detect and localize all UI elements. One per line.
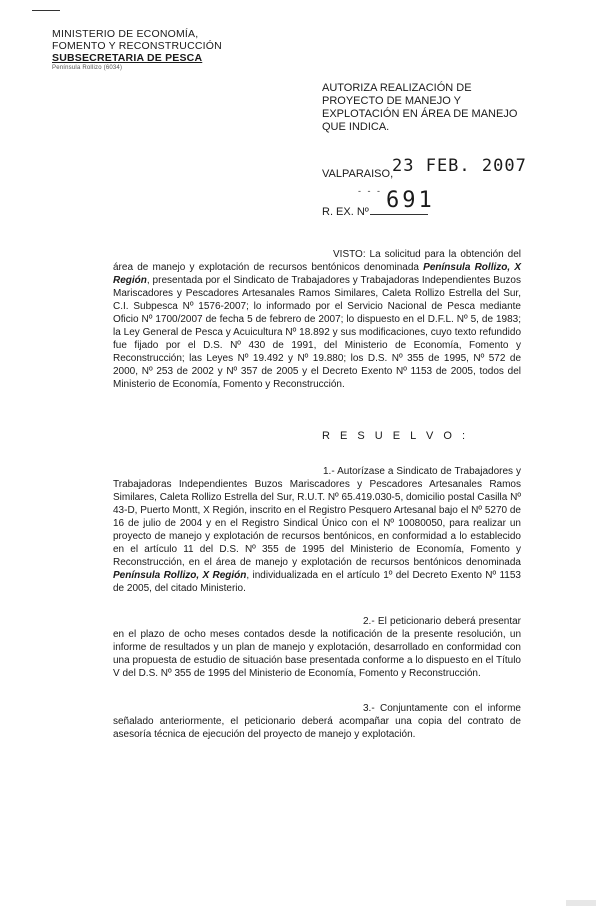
- stamp-marks: - - -: [358, 186, 382, 196]
- item-1-text-b: , individualizada en el artículo 1º del Decreto Exento Nº 1153 de 2005, del citado Ministerio.: [113, 570, 521, 594]
- place-label: VALPARAISO,: [322, 168, 394, 180]
- margin-dash-mark: [32, 10, 60, 11]
- item-3-lead: 3.- Conjuntamente con el informe: [363, 703, 521, 714]
- summary-line-2: PROYECTO DE MANEJO Y: [322, 95, 461, 107]
- item-1-lead: 1.- Autorízase a Sindicato de: [323, 466, 452, 477]
- ministry-name-line-1: MINISTERIO DE ECONOMÍA,: [52, 28, 199, 40]
- scan-artifact: [566, 900, 596, 906]
- summary-line-3: EXPLOTACIÓN EN ÁREA DE MANEJO: [322, 108, 518, 120]
- file-reference: Península Rollizo (6034): [52, 65, 123, 71]
- item-2-text: plazo de ocho meses contados desde la notificación de la presente resolución, un informe de resultados y un plan de manejo y explotación, desarrollado en conformidad con una propuesta de estudio de situación base presentada conforme a lo dispuesto en el Título V del D.S. Nº 355 de 1995 del Ministerio de Economía, Fomento y Reconstrucción.: [113, 629, 522, 679]
- visto-text-b: , presentada por el Sindicato de Trabajadores y Trabajadoras Independientes Buzos Mariscadores y Pescadores Artesanales Ramos Similares, Caleta Rollizo Estrella del Sur, C.I. Subpesca Nº 1576-2007; lo informado por el Servicio Nacional de Pesca mediante Oficio Nº 1700/2007 de fecha 5 de febrero de 2007; lo dispuesto en el D.F.L. Nº 5, de 1983; la Ley General de Pesca y Acuicultura Nº 18.892 y sus modificaciones, cuyo texto refundido fue fijado por el D.S. Nº 430 de 1991, del Ministerio de Economía, Fomento y Reconstrucción; las Leyes Nº 19.492 y Nº 19.880; los D.S. Nº 355 de 1995, Nº 572 de 2000, Nº 253 de 2002 y Nº 357 de 2005 y el Decreto Exento Nº 1153 de 2005, todos del Ministerio de Economía, Fomento y Reconstrucción.: [113, 275, 521, 390]
- subsecretaria-name: SUBSECRETARIA DE PESCA: [52, 52, 203, 64]
- resolution-number-label: R. EX. Nº: [322, 206, 369, 218]
- summary-line-1: AUTORIZA REALIZACIÓN DE: [322, 82, 472, 94]
- item-1-text-a: Trabajadores y Trabajadoras Independientes Buzos Mariscadores y Pescadores Artesanales Ramos Similares, Caleta Rollizo Estrella del Sur, R.U.T. Nº 65.419.030-5, domicilio postal Casilla Nº 43-D, Puerto Montt, X Región, inscrito en el Registro Pesquero Artesanal bajo el Nº 5270 de 16 de julio de 2004 y en el Registro Sindical Único con el Nº 10080050, para realizar un proyecto de manejo y explotación de recursos bentónicos, en conformidad a lo establecido en el artículo 11 del D.S. Nº 355 de 1995 del Ministerio de Economía, Fomento y Reconstrucción, en el área de manejo y explotación de recursos bentónicos denominada: [113, 466, 522, 568]
- visto-text-a: área de manejo y explotación de recursos bentónicos denominada: [113, 262, 424, 273]
- ministry-header: [52, 28, 222, 72]
- resolution-summary: [322, 82, 522, 134]
- item-3-paragraph: [113, 702, 521, 741]
- stamped-date: 23 FEB. 2007: [392, 156, 527, 176]
- ministry-name-line-2: FOMENTO Y RECONSTRUCCIÓN: [52, 40, 222, 52]
- item-1-paragraph: [113, 465, 521, 595]
- item-2-lead: 2.- El peticionario deberá presentar en el: [113, 616, 521, 640]
- item-1-area-name: Península Rollizo, X Región: [113, 570, 247, 581]
- visto-area-name: Península Rollizo, X Región: [113, 262, 522, 286]
- item-3-text: señalado anteriormente, el peticionario deberá acompañar una copia del contrato de asesoría técnica de ejecución del proyecto de manejo y explotación.: [113, 716, 521, 740]
- resolution-number: 691: [386, 188, 435, 213]
- visto-lead: VISTO: La solicitud para la obtención del: [333, 249, 521, 260]
- visto-paragraph: [113, 248, 521, 391]
- summary-line-4: QUE INDICA.: [322, 121, 390, 133]
- item-2-paragraph: [113, 615, 521, 680]
- resuelvo-heading: R E S U E L V O :: [322, 430, 469, 442]
- resolution-number-underline: [370, 214, 428, 215]
